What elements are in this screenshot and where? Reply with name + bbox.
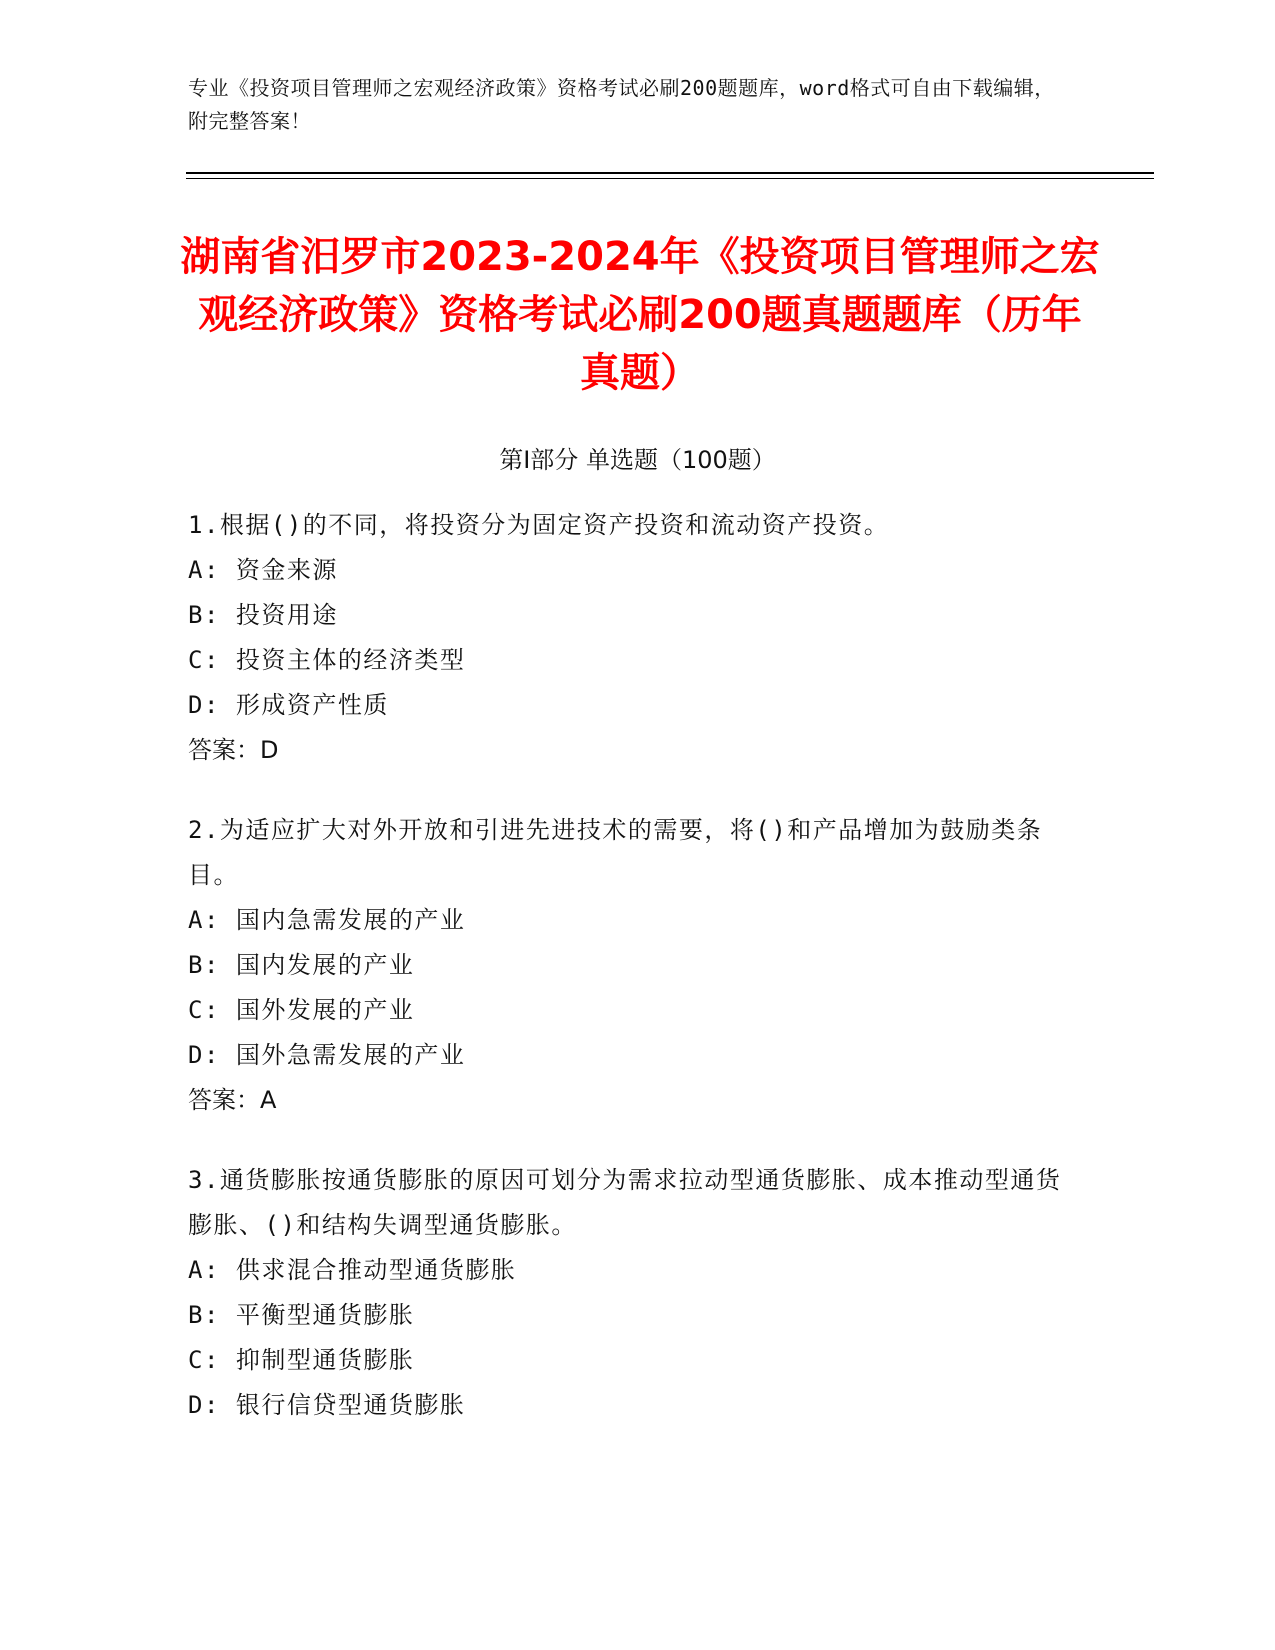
- option-c: C: 投资主体的经济类型: [188, 646, 466, 674]
- header-divider-thick: [186, 172, 1154, 174]
- question-1: [188, 503, 1068, 773]
- header-divider-thin: [186, 178, 1154, 179]
- option-c: C: 国外发展的产业: [188, 996, 415, 1024]
- option-d: D: 国外急需发展的产业: [188, 1041, 466, 1069]
- option-a: A: 供求混合推动型通货膨胀: [188, 1256, 517, 1284]
- option-a: A: 国内急需发展的产业: [188, 906, 466, 934]
- document-title: 湖南省汨罗市2023-2024年《投资项目管理师之宏观经济政策》资格考试必刷200题真题题库（历年真题）: [180, 234, 1100, 396]
- option-d: D: 银行信贷型通货膨胀: [188, 1391, 466, 1419]
- question-3: [188, 1158, 1068, 1428]
- option-d: D: 形成资产性质: [188, 691, 389, 719]
- answer-line: 答案：A: [188, 1086, 277, 1114]
- document-intro: 专业《投资项目管理师之宏观经济政策》资格考试必刷200题题库，word格式可自由下载编辑，附完整答案！: [188, 76, 1055, 133]
- option-b: B: 平衡型通货膨胀: [188, 1301, 415, 1329]
- question-2: [188, 808, 1068, 1123]
- option-b: B: 国内发展的产业: [188, 951, 415, 979]
- question-stem: 2.为适应扩大对外开放和引进先进技术的需要，将()和产品增加为鼓励类条目。: [188, 816, 1043, 889]
- answer-line: 答案：D: [188, 736, 279, 764]
- section-heading: 第Ⅰ部分 单选题（100题）: [499, 446, 776, 474]
- question-stem: 1.根据()的不同，将投资分为固定资产投资和流动资产投资。: [188, 511, 890, 539]
- option-a: A: 资金来源: [188, 556, 338, 584]
- option-c: C: 抑制型通货膨胀: [188, 1346, 415, 1374]
- option-b: B: 投资用途: [188, 601, 338, 629]
- question-stem: 3.通货膨胀按通货膨胀的原因可划分为需求拉动型通货膨胀、成本推动型通货膨胀、()和结构失调型通货膨胀。: [188, 1166, 1062, 1239]
